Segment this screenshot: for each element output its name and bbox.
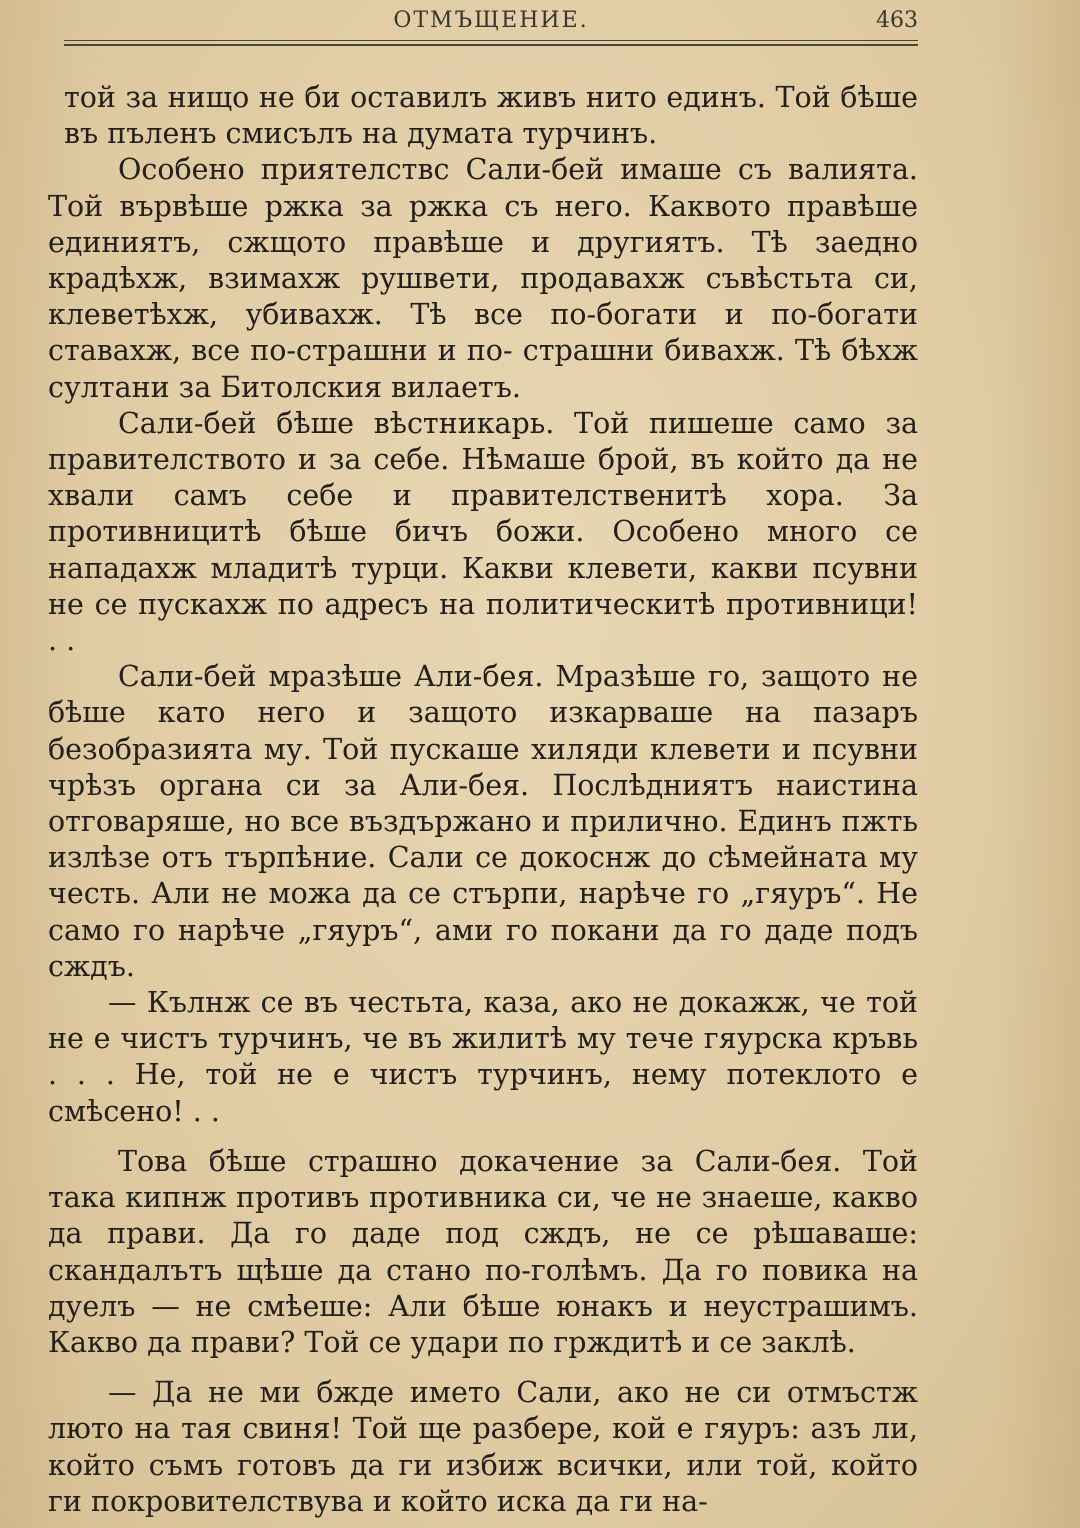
- body-text: [48, 80, 918, 1520]
- paragraph: Сали-бей мразѣше Али-бея. Мразѣше го, защото не бѣше като него и защото изкарваше на пазаръ безобразията му. Той пускаше хиляди клевети и псувни чрѣзъ органа си за Али-бея. Послѣдниятъ наистина отговаряше, но все въздържано и прилично. Единъ пжть излѣзе отъ търпѣние. Сали се докоснж до сѣмейната му честь. Али не можа да се стърпи, нарѣче го „гяуръ“. Не само го нарѣче „гяуръ“, ами го покани да го даде подъ сждъ.: [48, 660, 918, 983]
- running-title: ОТМЪЩЕНИЕ.: [393, 8, 589, 33]
- header-rule-thick: [64, 44, 918, 46]
- header-rule: [64, 40, 918, 41]
- paragraph: Особено приятелствс Сали-бей имаше съ валията. Той вървѣше ржка за ржка съ него. Каквото правѣше единиятъ, сжщото правѣше и другиятъ. Тѣ заедно крадѣхж, взимахж рушвети, продавахж съвѣстьта си, клеветѣхж, убивахж. Тѣ все по-богати и по-богати ставахж, все по-страшни и по- страшни бивахж. Тѣ бѣхж султани за Битолския вилаетъ.: [48, 153, 918, 404]
- dialogue-paragraph: — Кълнж се въ честьта, каза, ако не докажж, че той не е чистъ турчинъ, че въ жилитѣ му тече гяурска кръвь . . . Не, той не е чистъ турчинъ, нему потеклото е смѣсено! . .: [48, 986, 918, 1128]
- dialogue-paragraph: — Да не ми бжде името Сали, ако не си отмъстж люто на тая свиня! Той ще разбере, кой е гяуръ: азъ ли, който съмъ готовъ да ги избиж всички, или той, който ги покровителствува и който иска да ги на-: [48, 1376, 918, 1518]
- paragraph-continued: той за нищо не би оставилъ живъ нито единъ. Той бѣше въ пъленъ смисълъ на думата турчинъ.: [64, 81, 918, 151]
- paragraph: Това бѣше страшно докачение за Сали-бея. Той така кипнж противъ противника си, че не знаеше, какво да прави. Да го даде под сждъ, не се рѣшаваше: скандалътъ щѣше да стано по-голѣмъ. Да го повика на дуелъ — не смѣеше: Али бѣше юнакъ и неустрашимъ. Какво да прави? Той се удари по грждитѣ и се заклѣ.: [48, 1144, 918, 1359]
- paragraph: Сали-бей бѣше вѣстникарь. Той пишеше само за правителството и за себе. Нѣмаше брой, въ който да не хвали самъ себе и правителственитѣ хора. За противницитѣ бѣше бичъ божи. Особено много се нападахж младитѣ турци. Какви клевети, какви псувни не се пускахж по адресъ на политическитѣ противници! . .: [48, 406, 918, 658]
- running-head: [64, 6, 918, 36]
- page-number: 463: [876, 8, 918, 33]
